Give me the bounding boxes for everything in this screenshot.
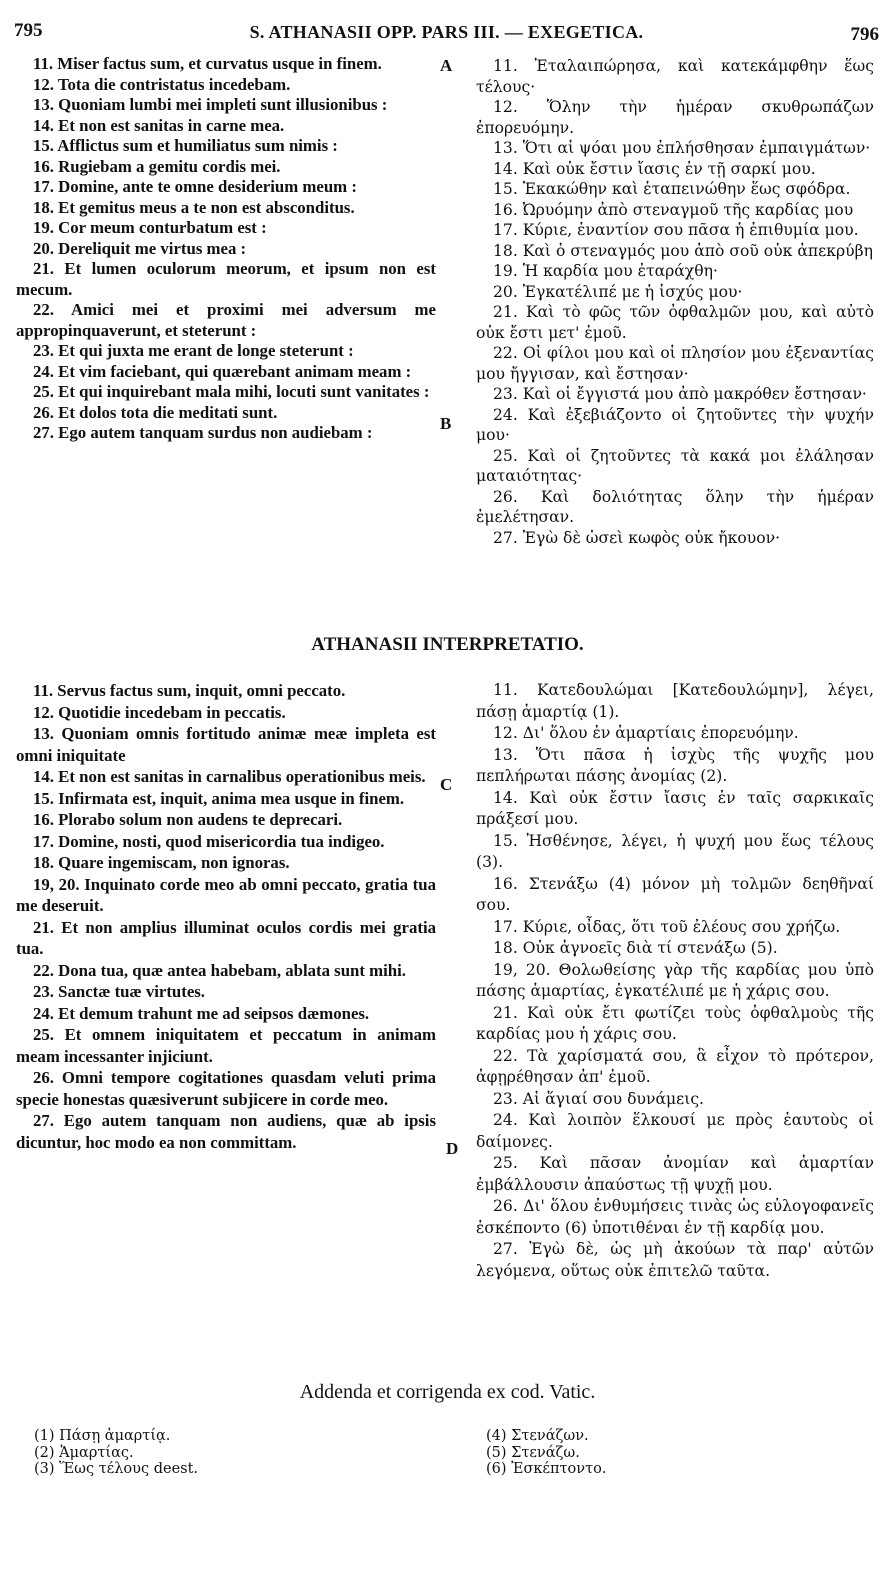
verse: 19. Ἡ καρδία μου ἐταράχθη· [493,262,718,280]
verse: 21. Et lumen oculorum meorum, et ipsum non est mecum. [16,259,436,299]
verse: 12. Quotidie incedebam in peccatis. [33,702,286,722]
verse: 20. Ἐγκατέλιπέ με ἡ ἰσχύς μου· [493,282,743,301]
verse: 15. Infirmata est, inquit, anima mea usque in finem. [33,788,405,808]
verse: 14. Καὶ οὐκ ἔστιν ἴασις ἐν τῇ σαρκί μου. [493,159,816,178]
verse: 12. Ὅλην τὴν ἡμέραν σκυθρωπάζων ἐπορευόμην. [476,98,874,137]
verse: 26. Καὶ δολιότητας ὅλην τὴν ἡμέραν ἐμελέτησαν. [476,487,874,526]
verse: 12. Tota die contristatus incedebam. [33,74,291,94]
verse: 19, 20. Inquinato corde meo ab omni peccato, gratia tua me deseruit. [16,874,436,915]
margin-marker-d: D [446,1139,459,1158]
verse: 13. Ὅτι πᾶσα ἡ ἰσχὺς τῆς ψυχῆς μου πεπλήρωται πάσης ἀνομίας (2). [476,745,874,785]
verse: 26. Et dolos tota die meditati sunt. [33,402,278,422]
verse: 13. Quoniam lumbi mei impleti sunt illusionibus : [33,95,388,114]
verse: 14. Et non est sanitas in carnalibus operationibus meis. [33,767,426,786]
verse: 22. Dona tua, quæ antea habebam, ablata sunt mihi. [33,960,406,980]
verse: 22. Οἱ φίλοι μου καὶ οἱ πλησίον μου ἐξεναντίας μου ἤγγισαν, καὶ ἔστησαν· [476,344,874,383]
verse: 13. Quoniam omnis fortitudo animæ meæ impleta est omni iniquitate [16,724,436,765]
verse: 25. Καὶ πᾶσαν ἀνομίαν καὶ ἁμαρτίαν ἐμβάλλουσιν ἀπαύστως τῇ ψυχῇ μου. [476,1154,874,1194]
verse: 23. Et qui juxta me erant de longe steterunt : [33,341,354,360]
verse: 14. Et non est sanitas in carne mea. [33,115,285,135]
verse: 17. Domine, nosti, quod misericordia tua indigeo. [33,831,385,851]
verse: 11. Servus factus sum, inquit, omni peccato. [33,681,346,700]
verse: 24. Et demum trahunt me ad seipsos dæmones. [33,1003,370,1023]
verse: 17. Κύριε, οἶδας, ὅτι τοῦ ἐλέους σου χρήζω. [493,917,841,936]
note: (6) Ἐσκέπτοντο. [486,1461,607,1477]
verse: 15. Afflictus sum et humiliatus sum nimis : [33,136,338,155]
verse: 15. Ἐκακώθην καὶ ἐταπεινώθην ἕως σφόδρα. [493,180,851,198]
verse: 21. Et non amplius illuminat oculos cordis mei gratia tua. [16,917,436,958]
verse: 24. Et vim faciebant, qui quærebant animam meam : [33,361,412,381]
addenda-title: Addenda et corrigenda ex cod. Vatic. [299,1381,596,1403]
page-number-left: 795 [14,20,43,41]
page-number-right: 796 [850,24,879,45]
verse: 24. Καὶ λοιπὸν ἕλκουσί με πρὸς ἑαυτοὺς οἱ δαίμονες. [476,1111,874,1151]
margin-marker-b: B [440,414,452,433]
verse: 24. Καὶ ἐξεβιάζοντο οἱ ζητοῦντες τὴν ψυχήν μου· [476,405,874,444]
verse: 18. Καὶ ὁ στεναγμός μου ἀπὸ σοῦ οὐκ ἀπεκρύβη [493,241,873,260]
margin-marker-c: C [440,775,453,794]
verse: 11. Κατεδουλώμαι [Κατεδουλώμην], λέγει, πάσῃ ἁμαρτίᾳ (1). [476,681,874,721]
verse: 25. Καὶ οἱ ζητοῦντες τὰ κακά μοι ἐλάλησαν ματαιότητας· [476,446,874,485]
verse: 15. Ἠσθένησε, λέγει, ἡ ψυχή μου ἕως τέλους (3). [476,831,874,871]
verse: 17. Κύριε, ἐναντίον σου πᾶσα ἡ ἐπιθυμία μου. [493,221,859,239]
verse: 19. Cor meum conturbatum est : [33,218,267,237]
verse: 27. Ego autem tanquam non audiens, quæ ab ipsis dicuntur, hoc modo ea non committam. [16,1111,436,1152]
margin-marker-a: A [440,56,453,75]
verse: 12. Δι' ὅλου ἐν ἁμαρτίαις ἐπορευόμην. [493,724,799,742]
verse: 25. Et qui inquirebant mala mihi, locuti sunt vanitates : [33,382,430,401]
note: (5) Στενάζω. [486,1444,580,1461]
verse: 26. Omni tempore cogitationes quasdam veluti prima specie honestas quæsiverunt subjicere in corde meo. [16,1068,436,1109]
verse: 23. Sanctæ tuæ virtutes. [33,982,205,1001]
note: (2) Ἁμαρτίας. [34,1444,134,1461]
verse: 16. Στενάξω (4) μόνον μὴ τολμῶν δεηθῆναί σου. [476,874,874,914]
section-title: ATHANASII INTERPRETATIO. [311,634,584,655]
verse: 11. Miser factus sum, et curvatus usque in finem. [33,54,382,73]
verse: 22. Amici mei et proximi mei adversum me appropinquaverunt, et steterunt : [16,300,436,340]
notes-left [34,1428,198,1478]
note: (4) Στενάζων. [486,1428,589,1444]
verse: 27. Ego autem tanquam surdus non audiebam : [33,423,373,442]
verse: 16. Plorabo solum non audens te deprecari. [33,810,343,829]
running-title: S. ATHANASII OPP. PARS III. — EXEGETICA. [249,22,644,42]
verse: 18. Et gemitus meus a te non est absconditus. [33,197,355,217]
verse: 21. Καὶ τὸ φῶς τῶν ὀφθαλμῶν μου, καὶ αὐτὸ οὐκ ἔστι μετ' ἐμοῦ. [476,303,874,342]
verse: 16. Rugiebam a gemitu cordis mei. [33,156,281,176]
verse: 27. Ἐγὼ δὲ, ὡς μὴ ἀκούων τὰ παρ' αὐτῶν λεγόμενα, οὕτως οὐκ ἐπιτελῶ ταῦτα. [476,1240,874,1280]
verse: 19, 20. Θολωθείσης γὰρ τῆς καρδίας μου ὑπὸ πάσης ἁμαρτίας, ἐγκατέλιπέ με ἡ χάρις σου. [476,960,874,1000]
verse: 21. Καὶ οὐκ ἔτι φωτίζει τοὺς ὀφθαλμοὺς τῆς καρδίας μου ἡ χάρις σου. [476,1003,874,1043]
psalm-latin-column [16,54,436,444]
verse: 23. Καὶ οἱ ἔγγιστά μου ἀπὸ μακρόθεν ἔστησαν· [493,385,867,403]
verse: 20. Dereliquit me virtus mea : [33,238,247,258]
interpretation-latin-column [16,680,436,1153]
verse: 23. Αἱ ἅγιαί σου δυνάμεις. [493,1089,705,1108]
verse: 18. Quare ingemiscam, non ignoras. [33,853,290,872]
page-header [14,20,879,46]
note: (1) Πάσῃ ἁμαρτίᾳ. [34,1428,171,1444]
notes-right [486,1428,606,1478]
verse: 26. Δι' ὅλου ἐνθυμήσεις τινὰς ὡς εὐλογοφανεῖς ἐσκέποντο (6) ὑποτιθέναι ἐν τῇ καρδίᾳ μου. [476,1197,874,1237]
verse: 27. Ἐγὼ δὲ ὡσεὶ κωφὸς οὐκ ἤκουον· [493,528,781,547]
verse: 16. Ὠρυόμην ἀπὸ στεναγμοῦ τῆς καρδίας μου [493,200,854,219]
verse: 25. Et omnem iniquitatem et peccatum in animam meam incessanter injiciunt. [16,1025,436,1066]
psalm-greek-column [476,56,874,548]
verse: 18. Οὐκ ἀγνοεῖς διὰ τί στενάξω (5). [493,939,778,957]
verse: 22. Τὰ χαρίσματά σου, ἃ εἶχον τὸ πρότερον, ἀφῃρέθησαν ἀπ' ἐμοῦ. [476,1046,874,1086]
note: (3) Ἕως τέλους deest. [34,1461,199,1477]
interpretation-greek-column [476,680,874,1282]
verse: 14. Καὶ οὐκ ἔστιν ἴασις ἐν ταῖς σαρκικαῖς πράξεσί μου. [476,788,874,828]
verse: 17. Domine, ante te omne desiderium meum : [33,177,357,196]
verse: 11. Ἐταλαιπώρησα, καὶ κατεκάμφθην ἕως τέλους· [476,57,874,96]
verse: 13. Ὅτι αἱ ψόαι μου ἐπλήσθησαν ἐμπαιγμάτων· [493,139,871,157]
